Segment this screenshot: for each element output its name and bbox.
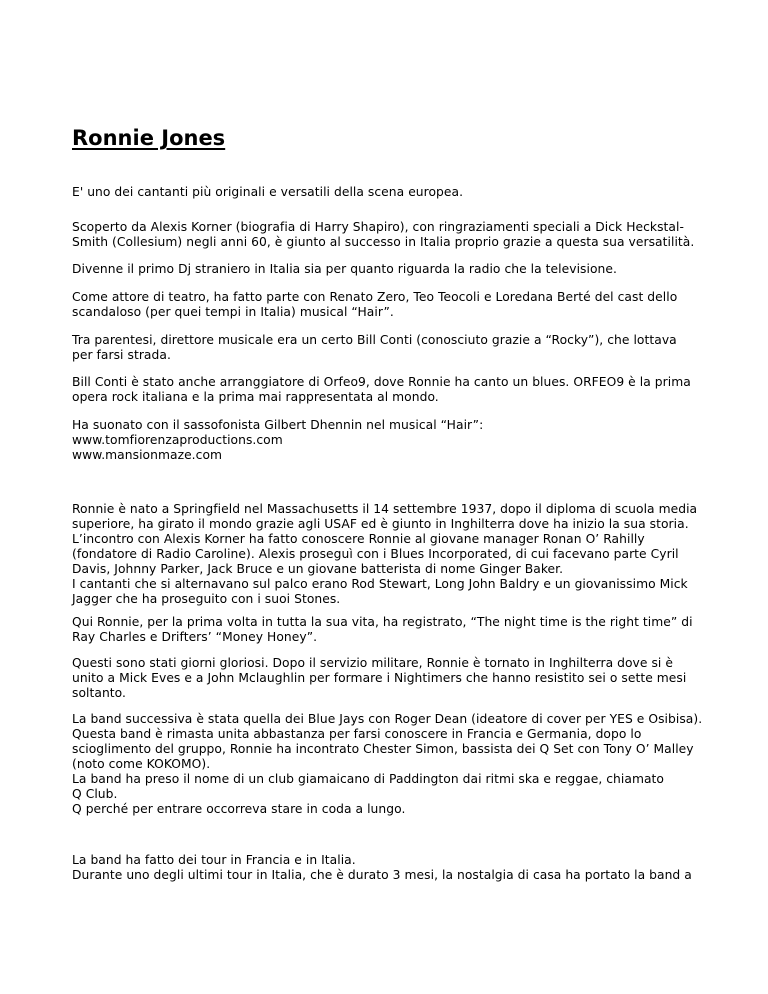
text-line: La band successiva è stata quella dei Blue Jays con Roger Dean (ideatore di cover per YES e Osibisa).	[72, 712, 703, 726]
text-line: (noto come KOKOMO).	[72, 757, 211, 771]
text-line: Divenne il primo Dj straniero in Italia sia per quanto riguarda la radio che la televisione.	[72, 262, 617, 276]
text-line: Durante uno degli ultimi tour in Italia, che è durato 3 mesi, la nostalgia di casa ha portato la band a	[72, 868, 692, 882]
paragraph-bill-conti	[72, 333, 712, 363]
text-line: Q Club.	[72, 787, 118, 801]
text-line: Come attore di teatro, ha fatto parte con Renato Zero, Teo Teocoli e Loredana Berté del cast dello	[72, 290, 678, 304]
paragraph-hair-links	[72, 418, 712, 463]
text-line: La band ha fatto dei tour in Francia e in Italia.	[72, 853, 356, 867]
paragraph-nightimers	[72, 656, 712, 701]
text-line: Qui Ronnie, per la prima volta in tutta la sua vita, ha registrato, “The night time is the right time” di	[72, 615, 693, 629]
text-line: Ronnie è nato a Springfield nel Massachusetts il 14 settembre 1937, dopo il diploma di scuola media	[72, 502, 698, 516]
paragraph-dj	[72, 262, 712, 277]
paragraph-first-recording	[72, 615, 712, 645]
text-line: Davis, Johnny Parker, Jack Bruce e un giovane batterista di nome Ginger Baker.	[72, 562, 564, 576]
paragraph-biography	[72, 502, 712, 607]
text-line: Questi sono stati giorni gloriosi. Dopo il servizio militare, Ronnie è tornato in Inghilterra dove si è	[72, 656, 673, 670]
paragraph-intro	[72, 185, 712, 200]
text-line: opera rock italiana e la prima mai rappresentata al mondo.	[72, 390, 439, 404]
text-line: Ha suonato con il sassofonista Gilbert Dhennin nel musical “Hair”:	[72, 418, 484, 432]
paragraph-orfeo9	[72, 375, 712, 405]
link-mansionmaze[interactable]: www.mansionmaze.com	[72, 448, 223, 462]
text-line: I cantanti che si alternavano sul palco erano Rod Stewart, Long John Baldry e un giovanissimo Mick	[72, 577, 688, 591]
text-line: Jagger che ha proseguito con i suoi Stones.	[72, 592, 341, 606]
text-line: Bill Conti è stato anche arranggiatore di Orfeo9, dove Ronnie ha canto un blues. ORFEO9 è la prima	[72, 375, 691, 389]
document-title: Ronnie Jones	[72, 126, 226, 150]
text-line: Q perché per entrare occorreva stare in coda a lungo.	[72, 802, 406, 816]
text-line: per farsi strada.	[72, 348, 171, 362]
text-line: scandaloso (per quei tempi in Italia) musical “Hair”.	[72, 305, 394, 319]
paragraph-tours	[72, 853, 712, 883]
text-line: scioglimento del gruppo, Ronnie ha incontrato Chester Simon, bassista dei Q Set con Tony O’ Malley	[72, 742, 694, 756]
text-line: superiore, ha girato il mondo grazie agli USAF ed è giunto in Inghilterra dove ha inizio la sua storia.	[72, 517, 689, 531]
paragraph-blue-jays	[72, 712, 712, 817]
text-line: Smith (Collesium) negli anni 60, è giunto al successo in Italia proprio grazie a questa sua versatilità.	[72, 235, 695, 249]
text-line: Questa band è rimasta unita abbastanza per farsi conoscere in Francia e Germania, dopo lo	[72, 727, 642, 741]
text-line: (fondatore di Radio Caroline). Alexis proseguì con i Blues Incorporated, di cui facevano parte Cyril	[72, 547, 679, 561]
text-line: unito a Mick Eves e a John Mclaughlin per formare i Nightimers che hanno resistito sei o sette mesi	[72, 671, 687, 685]
text-line: Tra parentesi, direttore musicale era un certo Bill Conti (conosciuto grazie a “Rocky”), che lottava	[72, 333, 677, 347]
text-line: Ray Charles e Drifters’ “Money Honey”.	[72, 630, 318, 644]
text-line: E' uno dei cantanti più originali e versatili della scena europea.	[72, 185, 464, 199]
text-line: soltanto.	[72, 686, 126, 700]
link-tomfiorenza[interactable]: www.tomfiorenzaproductions.com	[72, 433, 283, 447]
text-line: Scoperto da Alexis Korner (biografia di Harry Shapiro), con ringraziamenti speciali a Dick Heckstal-	[72, 220, 684, 234]
paragraph-theatre	[72, 290, 712, 320]
text-line: La band ha preso il nome di un club giamaicano di Paddington dai ritmi ska e reggae, chiamato	[72, 772, 665, 786]
text-line: L’incontro con Alexis Korner ha fatto conoscere Ronnie al giovane manager Ronan O’ Rahilly	[72, 532, 645, 546]
paragraph-discovery	[72, 220, 712, 250]
